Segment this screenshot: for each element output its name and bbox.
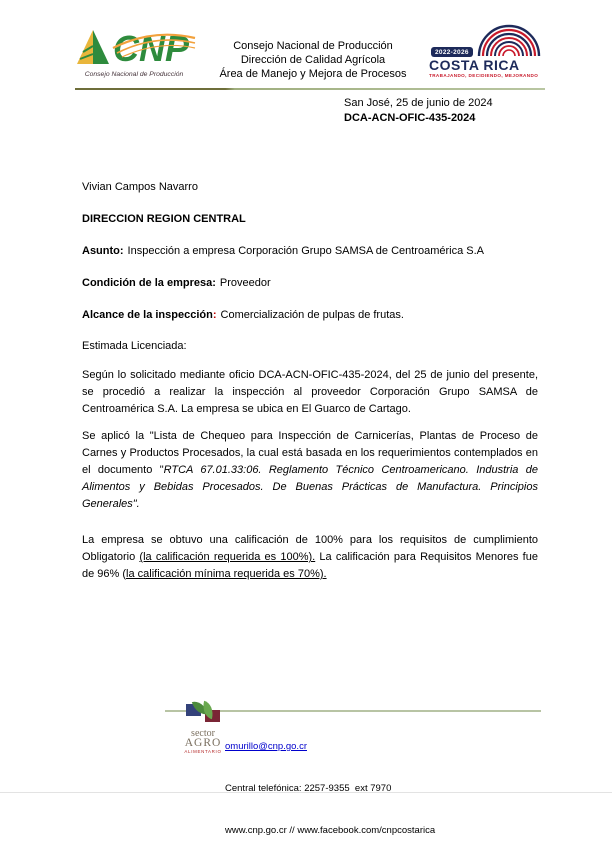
recipient-office: DIRECCION REGION CENTRAL — [82, 213, 246, 225]
paragraph-3-underline2: la calificación mínima requerida es 70%). — [126, 568, 327, 580]
costa-rica-period-badge: 2022-2026 — [431, 47, 473, 57]
date-reference-block — [344, 96, 493, 125]
org-line-1: Consejo Nacional de Producción — [233, 40, 393, 52]
reference-number: DCA-ACN-OFIC-435-2024 — [344, 111, 476, 124]
costa-rica-arcs-icon — [469, 26, 543, 58]
cnp-logo — [75, 26, 197, 86]
costa-rica-wordmark: COSTA RICA — [429, 57, 520, 73]
scope-line — [82, 307, 538, 324]
scope-colon: : — [212, 309, 217, 321]
org-line-3: Área de Manejo y Mejora de Procesos — [219, 68, 407, 80]
header-divider — [75, 88, 545, 90]
costa-rica-slogan: TRABAJANDO, DECIDIENDO, MEJORANDO — [429, 73, 539, 78]
subject-line — [82, 243, 538, 260]
agro-logo-word-alimentario: ALIMENTARIO — [184, 749, 222, 754]
condition-line — [82, 275, 538, 292]
paragraph-3 — [82, 532, 538, 583]
letterhead — [75, 26, 545, 86]
contact-web-line: www.cnp.go.cr // www.facebook.com/cnpcostarica — [225, 825, 436, 836]
subject-label: Asunto: — [82, 245, 124, 257]
condition-label: Condición de la empresa: — [82, 277, 216, 289]
paragraph-2 — [82, 428, 538, 513]
footer-contact-block — [225, 712, 435, 866]
cnp-logo-caption: Consejo Nacional de Producción — [84, 71, 184, 78]
paragraph-3-part2: La calificación para Requisitos Menores fue de 96% ( — [82, 551, 538, 580]
condition-value: Proveedor — [219, 277, 271, 289]
date-line: San José, 25 de junio de 2024 — [344, 97, 493, 109]
agro-logo-word-sector: sector — [191, 728, 215, 739]
subject-value: Inspección a empresa Corporación Grupo SAMSA de Centroamérica S.A — [127, 245, 484, 257]
sector-agroalimentario-logo — [176, 702, 230, 755]
paragraph-2-normal: Se aplicó la "Lista de Chequeo para Inspección de Carnicerías, Plantas de Proceso de Carnes y Productos Procesados, la cual está basada en los requerimientos contemplados en el documento " — [82, 430, 538, 476]
paragraph-3-part1: La empresa se obtuvo una calificación de 100% para los requisitos de cumplimiento Obligatorio — [82, 534, 538, 563]
salutation: Estimada Licenciada: — [82, 340, 187, 352]
cnp-logo-icon — [75, 26, 197, 68]
org-line-2: Dirección de Calidad Agrícola — [240, 54, 386, 66]
scope-value: Comercialización de pulpas de frutas. — [220, 309, 404, 321]
scope-label: Alcance de la inspección — [82, 309, 213, 321]
contact-email-link[interactable]: omurillo@cnp.go.cr — [225, 741, 307, 752]
paragraph-3-underline1: (la calificación requerida es 100%). — [139, 551, 316, 563]
contact-phone-line: Central telefónica: 2257-9355 ext 7970 — [225, 783, 392, 794]
letterhead-org-block — [197, 26, 429, 86]
sector-agro-icon — [186, 702, 220, 728]
paragraph-1: Según lo solicitado mediante oficio DCA-ACN-OFIC-435-2024, del 25 de junio del presente, se procedió a realizar la inspección al proveedor Corporación Grupo SAMSA de Centroamérica S.A. La empresa se ubica en El Guarco de Cartago. — [82, 369, 538, 415]
recipient-name: Vivian Campos Navarro — [82, 181, 198, 193]
paragraph-2-italic: RTCA 67.01.33:06. Reglamento Técnico Centroamericano. Industria de Alimentos y Bebidas Procesados. De Buenas Prácticas de Manufactura. Principios Generales". — [82, 464, 538, 510]
agro-logo-word-agro: AGRO — [184, 737, 222, 749]
cnp-acronym: CNP — [113, 28, 190, 69]
costa-rica-logo — [429, 26, 545, 86]
